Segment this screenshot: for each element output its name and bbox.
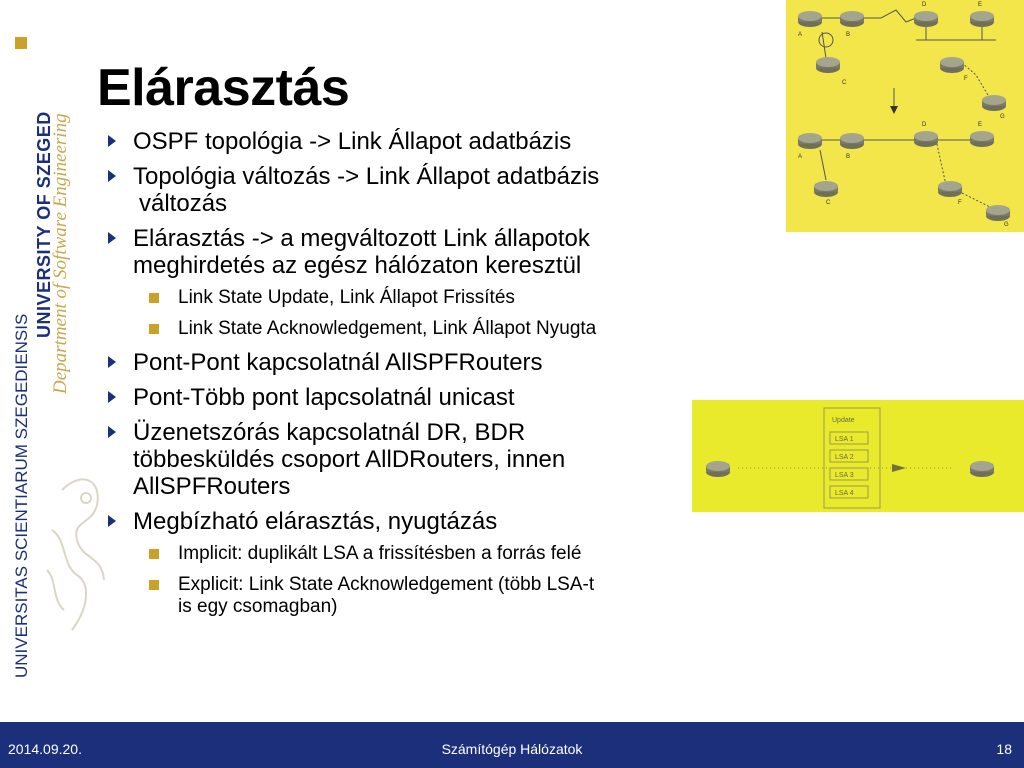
footer-page-number: 18 [996, 741, 1012, 757]
router-icon [798, 133, 822, 149]
router-label: B [846, 32, 851, 38]
router-icon [914, 11, 938, 27]
bullet-text-line: Topológia változás -> Link Állapot adatbázis [133, 163, 600, 190]
bullet-text: Link State Acknowledgement, Link Állapot Nyugta [178, 318, 597, 339]
sub-bullet-item [108, 543, 708, 565]
bullet-list [108, 128, 708, 627]
footer-title: Számítógép Hálózatok [441, 741, 583, 757]
router-label: C [842, 80, 847, 86]
router-icon [798, 11, 822, 27]
lsa-label: LSA 3 [835, 472, 854, 479]
triangle-bullet-icon [108, 170, 116, 182]
footer-date: 2014.09.20. [8, 741, 82, 757]
slide-title: Elárasztás [97, 59, 350, 117]
square-bullet-icon [149, 580, 159, 590]
bullet-item [108, 225, 708, 279]
lsa-label: LSA 2 [835, 454, 854, 461]
router-icon [982, 95, 1006, 111]
link-state-update-photo [692, 400, 1024, 512]
router-icon [914, 131, 938, 147]
bullet-text-line: többesküldés csoport AllDRouters, innen [133, 446, 566, 473]
router-label: G [1000, 114, 1005, 120]
bullet-item [108, 128, 708, 155]
bullet-text: Implicit: duplikált LSA a frissítésben a forrás felé [178, 543, 582, 564]
router-label: A [798, 154, 803, 160]
update-header-label: Update [832, 417, 855, 424]
bullet-item [108, 163, 708, 217]
router-icon [970, 11, 994, 27]
lsa-label: LSA 4 [835, 490, 854, 497]
brand-latin-name: UNIVERSITAS SCIENTIARUM SZEGEDIENSIS [12, 313, 31, 678]
triangle-bullet-icon [108, 391, 116, 403]
router-label: F [964, 76, 968, 82]
bullet-item [108, 508, 708, 535]
router-label: F [958, 200, 962, 206]
bullet-text: Pont-Pont kapcsolatnál AllSPFRouters [133, 349, 543, 376]
triangle-bullet-icon [108, 515, 116, 527]
router-icon [938, 181, 962, 197]
bullet-text-line: is egy csomagban) [178, 596, 338, 617]
router-icon [840, 133, 864, 149]
brand-university-name: UNIVERSITY OF SZEGED [34, 111, 54, 338]
corner-square [15, 37, 27, 49]
bullet-text-line: Explicit: Link State Acknowledgement (több LSA-t [178, 574, 595, 595]
router-label: E [978, 122, 983, 128]
bullet-item [108, 419, 708, 500]
brand-department-name: Department of Software Engineering [50, 113, 71, 394]
bullet-text-line: Üzenetszórás kapcsolatnál DR, BDR [133, 419, 526, 446]
router-icon [970, 461, 994, 477]
triangle-bullet-icon [108, 232, 116, 244]
bullet-text-line: Elárasztás -> a megváltozott Link állapotok [133, 225, 590, 252]
ospf-topology-photo [786, 0, 1024, 232]
sub-bullet-item [108, 318, 708, 340]
sub-bullet-item [108, 287, 708, 309]
triangle-bullet-icon [108, 135, 116, 147]
triangle-bullet-icon [108, 356, 116, 368]
router-icon [814, 181, 838, 197]
griffin-crest-icon [42, 470, 114, 640]
router-label: G [1004, 222, 1009, 228]
router-label: C [826, 200, 831, 206]
router-icon [816, 57, 840, 73]
router-label: B [846, 154, 851, 160]
bullet-item [108, 384, 708, 411]
router-icon [706, 461, 730, 477]
bullet-text-line: meghirdetés az egész hálózaton keresztül [133, 252, 582, 279]
router-icon [840, 11, 864, 27]
square-bullet-icon [149, 549, 159, 559]
square-bullet-icon [149, 293, 159, 303]
bullet-text: Megbízható elárasztás, nyugtázás [133, 508, 498, 535]
router-icon [940, 57, 964, 73]
router-icon [970, 131, 994, 147]
bullet-item [108, 349, 708, 376]
triangle-bullet-icon [108, 426, 116, 438]
bullet-text-line: változás [139, 190, 228, 217]
router-icon [986, 205, 1010, 221]
bullet-text: OSPF topológia -> Link Állapot adatbázis [133, 128, 572, 155]
router-label: E [978, 2, 983, 8]
router-label: D [922, 122, 927, 128]
bullet-text: Pont-Több pont lapcsolatnál unicast [133, 384, 515, 411]
lsa-label: LSA 1 [835, 436, 854, 443]
footer-bar [0, 722, 1024, 768]
router-label: A [798, 32, 803, 38]
sub-bullet-item [108, 574, 708, 618]
square-bullet-icon [149, 324, 159, 334]
bullet-text-line: AllSPFRouters [133, 473, 291, 500]
router-label: D [922, 2, 927, 8]
bullet-text: Link State Update, Link Állapot Frissítés [178, 287, 515, 308]
